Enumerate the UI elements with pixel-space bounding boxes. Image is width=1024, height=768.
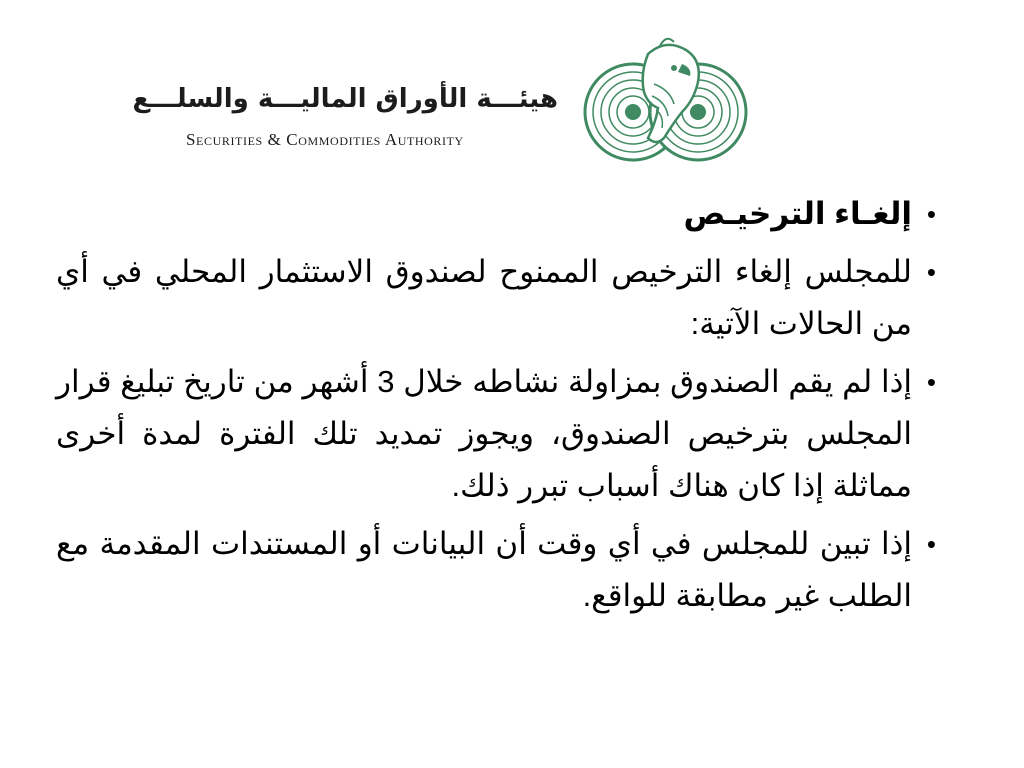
bullet-text: إذا لم يقم الصندوق بمزاولة نشاطه خلال 3 أشهر من تاريخ تبليغ قرار المجلس بترخيص الصندوق، ويجوز تمديد تلك الفترة لمدة أخرى مماثلة إذا كان هناك أسباب تبرر ذلك.	[56, 364, 912, 503]
bullet-item	[56, 518, 936, 622]
header-logo	[132, 30, 780, 175]
bullet-dot: •	[926, 199, 936, 229]
logo-english-name: Securities & Commodities Authority	[186, 130, 464, 149]
bullet-item	[56, 188, 936, 240]
bullet-dot: •	[926, 367, 936, 397]
bullet-text: إذا تبين للمجلس في أي وقت أن البيانات أو المستندات المقدمة مع الطلب غير مطابقة للواقع.	[56, 526, 913, 613]
bullet-dot: •	[926, 529, 936, 559]
bullet-content	[56, 188, 936, 628]
falcon-emblem-icon	[578, 34, 753, 174]
logo-arabic-name: هيئـــة الأوراق الماليـــة والسلـــع	[132, 84, 558, 114]
bullet-item	[56, 246, 936, 350]
bullet-heading: إلغـاء الترخيـص	[683, 196, 912, 231]
bullet-list	[56, 188, 936, 622]
bullet-text: للمجلس إلغاء الترخيص الممنوح لصندوق الاستثمار المحلي في أي من الحالات الآتية:	[56, 254, 912, 341]
bullet-item	[56, 356, 936, 512]
bullet-dot: •	[926, 257, 936, 287]
